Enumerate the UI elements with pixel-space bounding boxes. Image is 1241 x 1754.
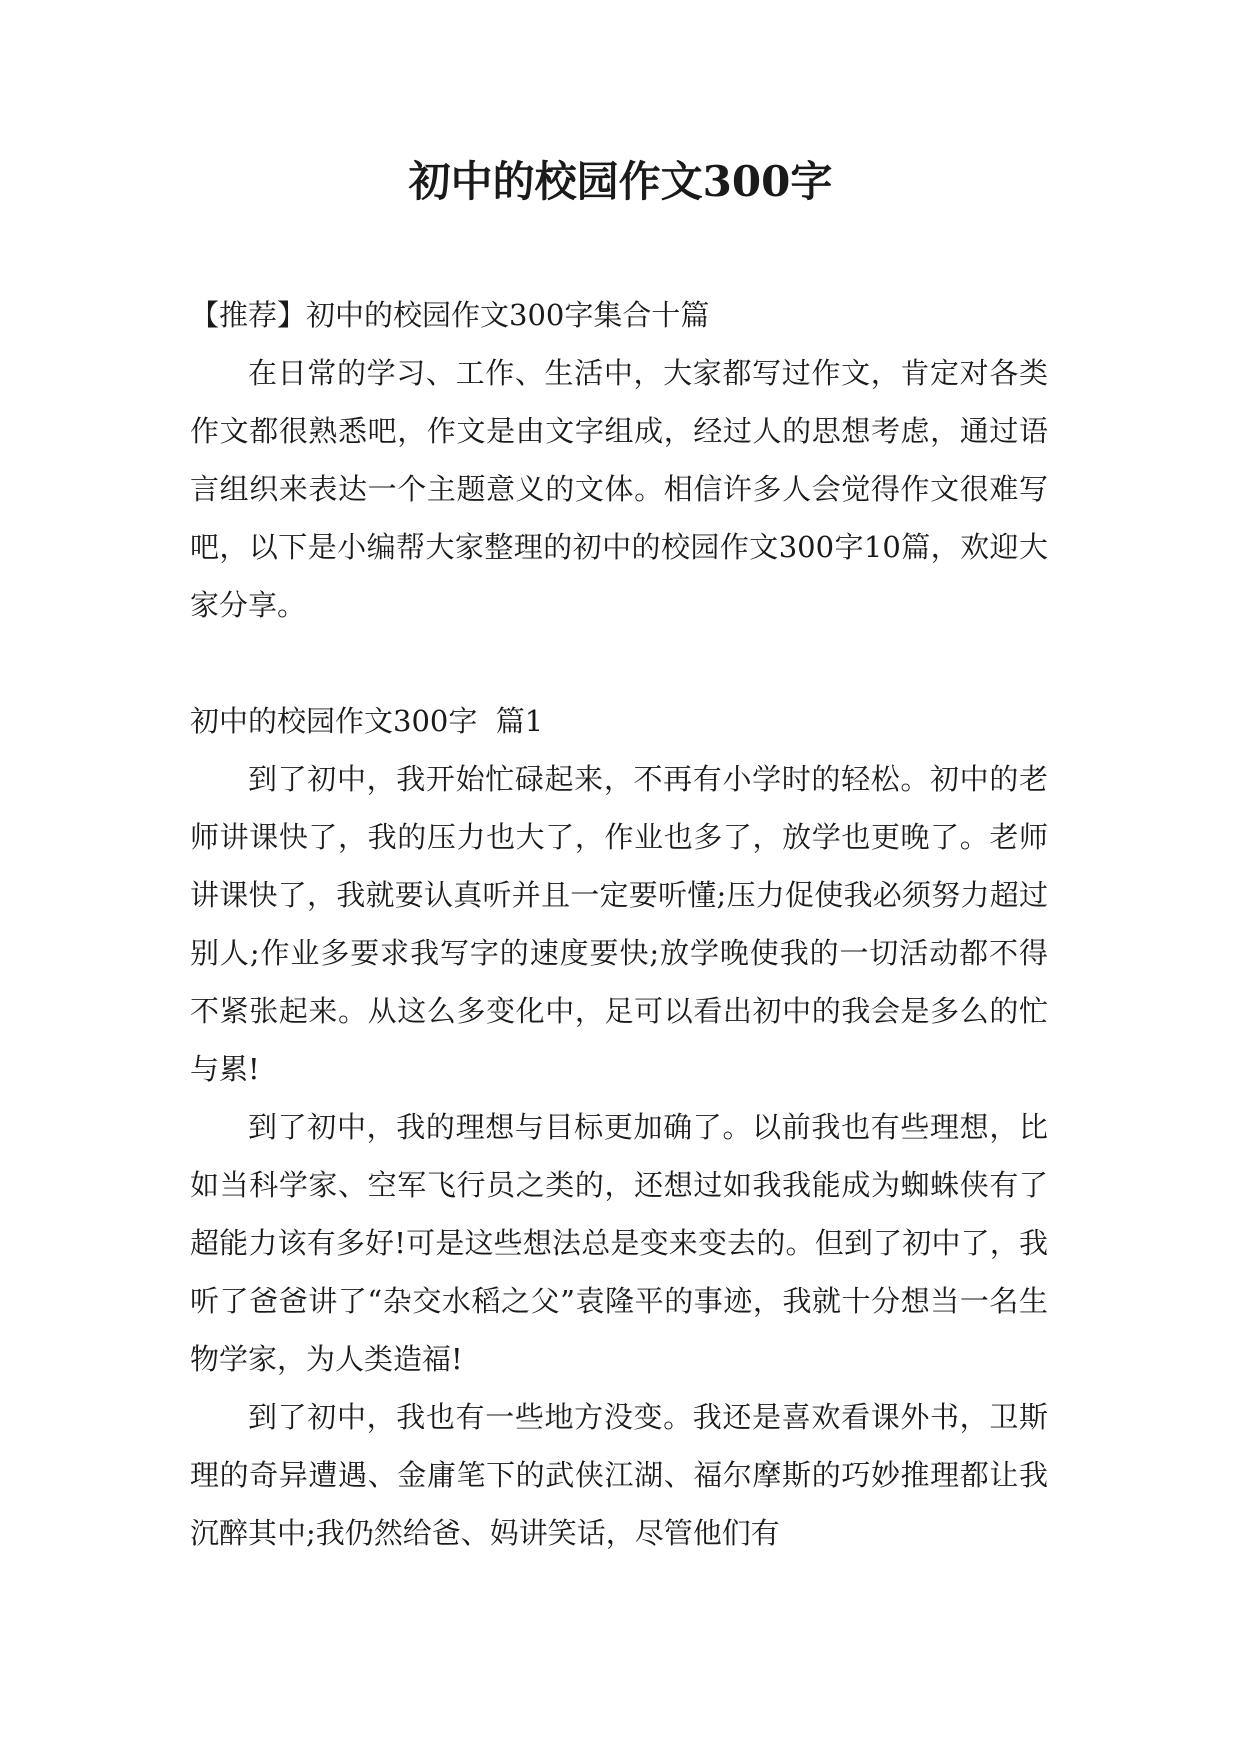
document-subtitle: 【推荐】初中的校园作文300字集合十篇 [190,298,710,332]
body-paragraph: 到了初中，我的理想与目标更加确了。以前我也有些理想，比如当科学家、空军飞行员之类的，还想过如我我能成为蜘蛛侠有了超能力该有多好!可是这些想法总是变来变去的。但到了初中了，我听了爸爸讲了“杂交水稻之父”袁隆平的事迹，我就十分想当一名生物学家，为人类造福! [190,1110,1048,1376]
section-heading: 初中的校园作文300字 篇1 [190,704,544,738]
document-title: 初中的校园作文300字 [408,157,833,206]
body-paragraph: 到了初中，我开始忙碌起来，不再有小学时的轻松。初中的老师讲课快了，我的压力也大了，作业也多了，放学也更晚了。老师讲课快了，我就要认真听并且一定要听懂;压力促使我必须努力超过别人;作业多要求我写字的速度要快;放学晚使我的一切活动都不得不紧张起来。从这么多变化中，足可以看出初中的我会是多么的忙与累! [190,762,1048,1086]
intro-paragraph: 在日常的学习、工作、生活中，大家都写过作文，肯定对各类作文都很熟悉吧，作文是由文字组成，经过人的思想考虑，通过语言组织来表达一个主题意义的文体。相信许多人会觉得作文很难写吧，以下是小编帮大家整理的初中的校园作文300字10篇，欢迎大家分享。 [190,356,1048,622]
body-paragraph: 到了初中，我也有一些地方没变。我还是喜欢看课外书，卫斯理的奇异遭遇、金庸笔下的武侠江湖、福尔摩斯的巧妙推理都让我沉醉其中;我仍然给爸、妈讲笑话，尽管他们有 [190,1400,1048,1550]
document-body [190,286,1048,1562]
